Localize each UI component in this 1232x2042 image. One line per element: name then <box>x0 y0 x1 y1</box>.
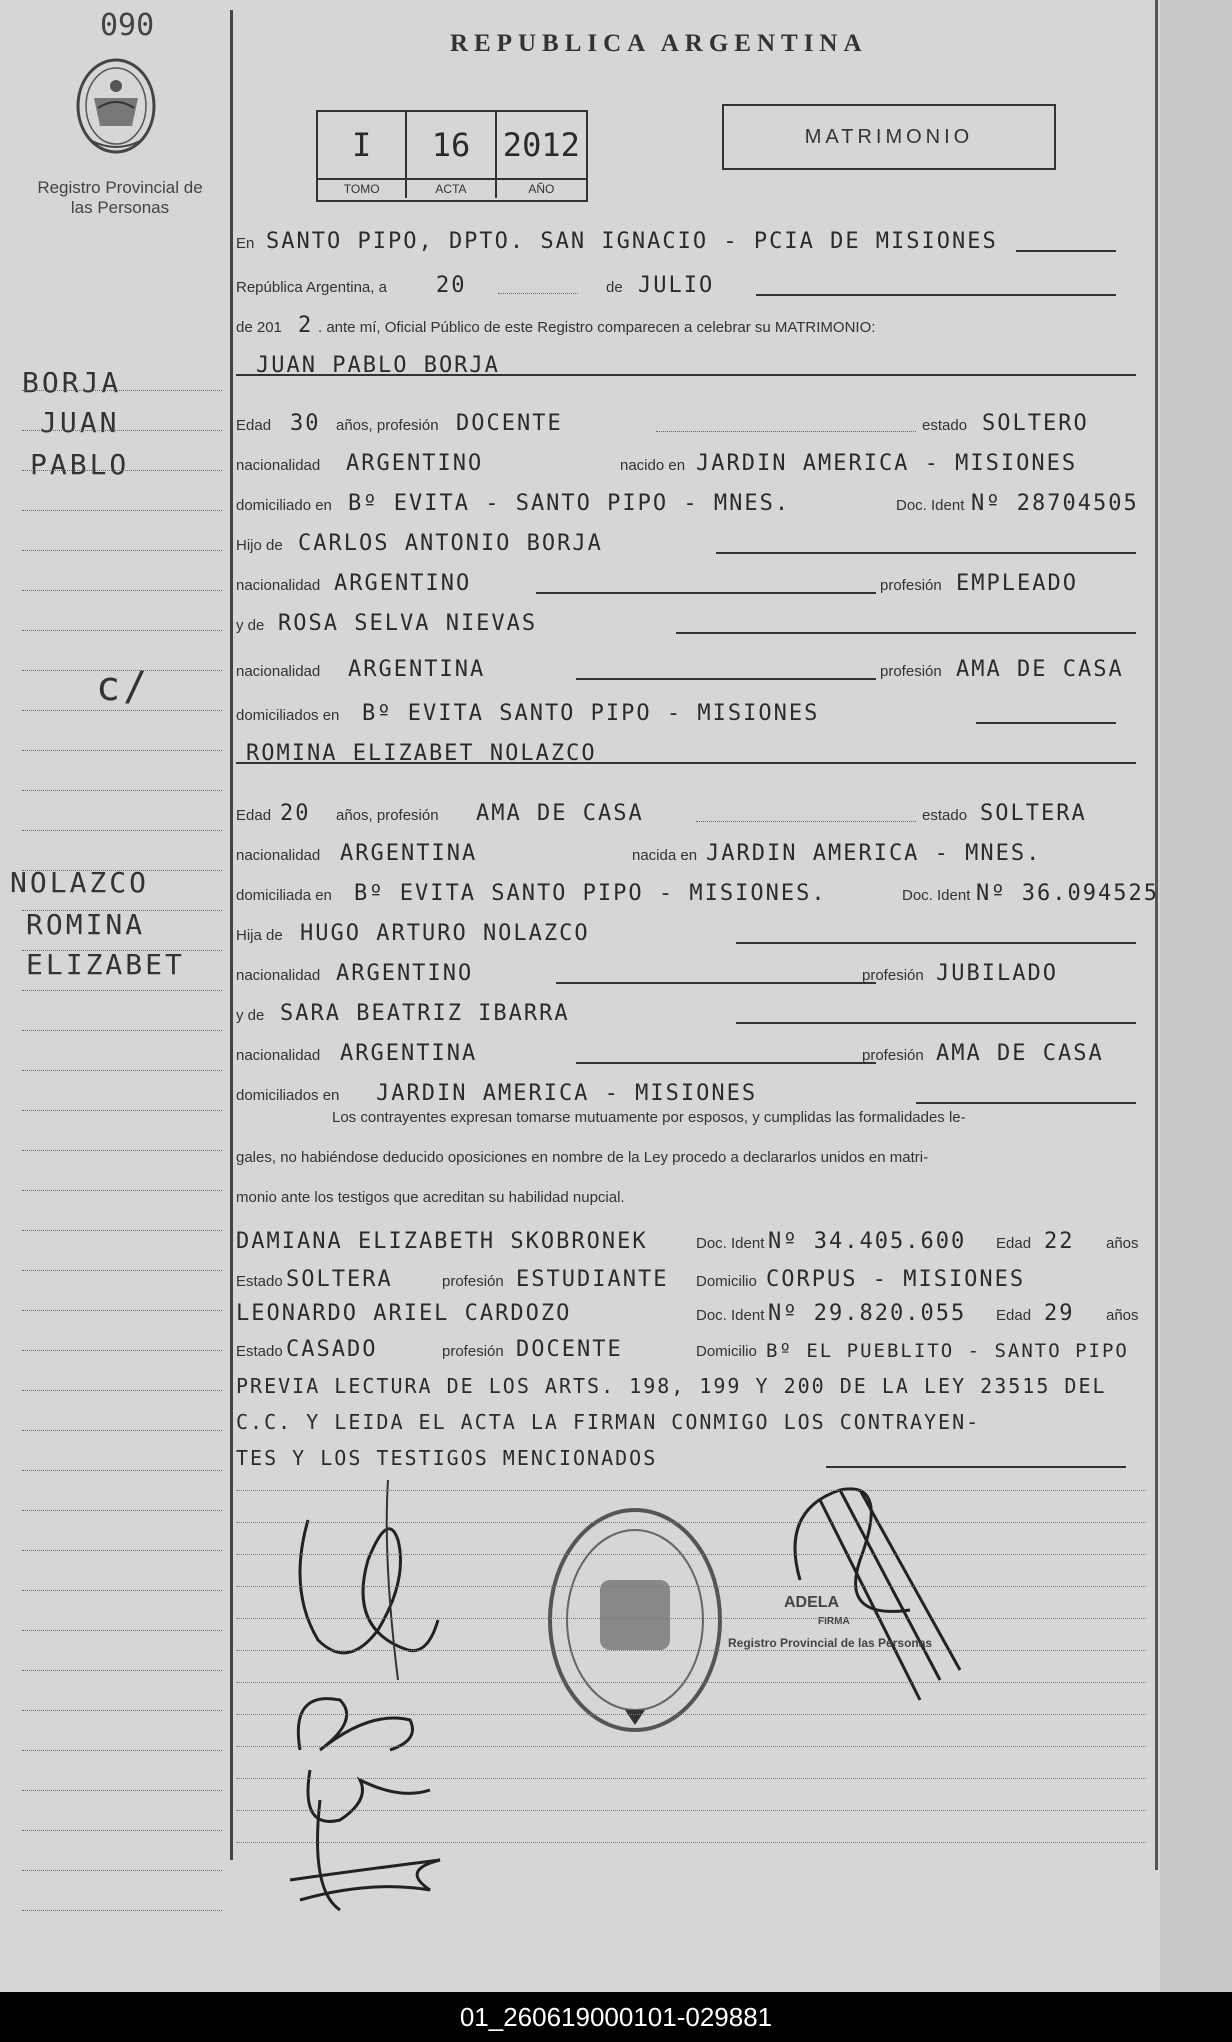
bride-father: HUGO ARTURO NOLAZCO <box>300 921 590 946</box>
closing-text-1: PREVIA LECTURA DE LOS ARTS. 198, 199 Y 200 DE LA LEY 23515 DEL <box>236 1374 1107 1398</box>
doms-label: domiciliados en <box>236 1087 340 1104</box>
profesion-label: profesión <box>442 1273 504 1290</box>
bride-age: 20 <box>280 801 311 826</box>
ruled-line <box>22 510 222 511</box>
rule <box>676 632 1136 634</box>
rule <box>498 293 578 294</box>
ruled-line <box>22 470 222 471</box>
legal-line-1: Los contrayentes expresan tomarse mutuamente por esposos, y cumplidas las formalidades le- <box>332 1109 966 1126</box>
groom-parents-domicile: Bº EVITA SANTO PIPO - MISIONES <box>362 701 820 726</box>
rule <box>696 821 916 822</box>
prof-label: profesión <box>862 967 924 984</box>
bride-father-nationality: ARGENTINO <box>336 961 474 986</box>
groom-father-nationality: ARGENTINO <box>334 571 472 596</box>
edad-label: Edad <box>996 1235 1032 1252</box>
ruled-line <box>22 1270 222 1271</box>
nac-label: nacionalidad <box>236 457 321 474</box>
ruled-line <box>22 950 222 951</box>
legal-line-2: gales, no habiéndose deducido oposiciones en nombre de la Ley procedo a declararlos unidos en matri- <box>236 1149 929 1166</box>
ruled-line <box>236 1650 1146 1651</box>
groom-father: CARLOS ANTONIO BORJA <box>298 531 603 556</box>
ruled-line <box>236 1714 1146 1715</box>
bride-dom-line <box>236 870 1159 908</box>
groom-born: JARDIN AMERICA - MISIONES <box>696 451 1078 476</box>
profesion-label: años, profesión <box>336 807 439 824</box>
estado-label: Estado <box>236 1343 283 1360</box>
ruled-line <box>22 1070 222 1071</box>
witness1-status: SOLTERA <box>286 1267 393 1292</box>
witness2-line <box>236 1290 1146 1328</box>
groom-doc: Nº 28704505 <box>971 491 1139 516</box>
bride-father-profession: JUBILADO <box>936 961 1058 986</box>
groom-mother-nat-line <box>236 646 1146 684</box>
groom-domicile: Bº EVITA - SANTO PIPO - MNES. <box>348 491 791 516</box>
ruled-line <box>236 1554 1146 1555</box>
ruled-line <box>22 1510 222 1511</box>
ruled-line <box>22 870 222 871</box>
ruled-line <box>22 1670 222 1671</box>
tomo-label: TOMO <box>318 178 407 198</box>
ruled-line <box>22 750 222 751</box>
doc-label: Doc. Ident <box>902 887 971 904</box>
margin-first-name: JUAN <box>40 406 120 439</box>
nac-label: nacionalidad <box>236 847 321 864</box>
rule <box>536 592 876 594</box>
closing-line-1 <box>236 1362 1146 1400</box>
witness1-domicile: CORPUS - MISIONES <box>766 1267 1026 1292</box>
closing-text-2: C.C. Y LEIDA EL ACTA LA FIRMAN CONMIGO LOS CONTRAYEN- <box>236 1410 981 1434</box>
witness2-age: 29 <box>1044 1301 1075 1326</box>
bride-born: JARDIN AMERICA - MNES. <box>706 841 1042 866</box>
ruled-line <box>22 1870 222 1871</box>
ruled-line <box>22 1190 222 1191</box>
ruled-line <box>22 1470 222 1471</box>
bride-age-line <box>236 790 1146 828</box>
groom-mother-profession: AMA DE CASA <box>956 657 1124 682</box>
groom-father-line <box>236 520 1146 558</box>
bride-parents-domicile: JARDIN AMERICA - MISIONES <box>376 1081 758 1106</box>
ruled-line <box>22 1310 222 1311</box>
intro-line <box>236 302 1146 340</box>
estado-label: estado <box>922 807 968 824</box>
ruled-line <box>236 1490 1146 1491</box>
bride-mother: SARA BEATRIZ IBARRA <box>280 1001 570 1026</box>
witness1-name: DAMIANA ELIZABETH SKOBRONEK <box>236 1229 648 1254</box>
margin-bride-surname: NOLAZCO <box>10 866 150 899</box>
groom-age-line <box>236 400 1146 438</box>
estado-label: Estado <box>236 1273 283 1290</box>
ruled-line <box>236 1810 1146 1811</box>
witness1-profession: ESTUDIANTE <box>516 1267 669 1292</box>
ruled-line <box>22 830 222 831</box>
groom-father-profession: EMPLEADO <box>956 571 1078 596</box>
groom-dom-line <box>236 480 1146 518</box>
place-value: SANTO PIPO, DPTO. SAN IGNACIO - PCIA DE MISIONES <box>266 229 998 254</box>
ruled-line <box>22 1630 222 1631</box>
bride-status: SOLTERA <box>980 801 1087 826</box>
ruled-line <box>22 1710 222 1711</box>
stamp-firma: FIRMA <box>818 1616 850 1627</box>
year-digit: 2 <box>298 313 314 338</box>
ruled-line <box>22 1350 222 1351</box>
witness2-domicile: Bº EL PUEBLITO - SANTO PIPO <box>766 1340 1129 1362</box>
doc-label: Doc. Ident <box>696 1235 765 1252</box>
month-value: JULIO <box>638 273 715 298</box>
ruled-line <box>22 1750 222 1751</box>
ruled-line <box>22 1390 222 1391</box>
ruled-line <box>22 1550 222 1551</box>
groom-mother-nationality: ARGENTINA <box>348 657 486 682</box>
anio-label: AÑO <box>497 178 586 198</box>
groom-age: 30 <box>290 411 321 436</box>
doc-label: Doc. Ident <box>896 497 965 514</box>
rule <box>1016 250 1116 252</box>
edad-label: Edad <box>996 1307 1032 1324</box>
witness1-detail-line <box>236 1256 1146 1294</box>
hija-label: Hija de <box>236 927 283 944</box>
act-box <box>316 110 588 202</box>
folio-number: 090 <box>100 8 155 43</box>
witness2-detail-line <box>236 1326 1146 1364</box>
bride-doc: Nº 36.094525 <box>976 881 1159 906</box>
witness-signatures-icon <box>280 1690 450 1920</box>
page-edge <box>1160 0 1232 1992</box>
rule <box>576 1062 876 1064</box>
nacida-label: nacida en <box>632 847 698 864</box>
groom-father-nat-line <box>236 560 1146 598</box>
profesion-label: años, profesión <box>336 417 439 434</box>
rule <box>916 1102 1136 1104</box>
ruled-line <box>236 1778 1146 1779</box>
margin-middle-name: PABLO <box>30 448 130 481</box>
groom-nat-line <box>236 440 1146 478</box>
rule <box>736 942 1136 944</box>
rule <box>556 982 876 984</box>
registry-name: Registro Provincial de las Personas <box>37 178 203 217</box>
witness2-profession: DOCENTE <box>516 1337 623 1362</box>
ruled-line <box>236 1522 1146 1523</box>
nac-label: nacionalidad <box>236 1047 321 1064</box>
margin-divider <box>230 10 233 1860</box>
bride-nationality: ARGENTINA <box>340 841 478 866</box>
stamp-registry: Registro Provincial de las Personas <box>728 1636 933 1650</box>
acta-label: ACTA <box>407 178 496 198</box>
doma-label: domiciliada en <box>236 887 332 904</box>
witness1-age: 22 <box>1044 1229 1075 1254</box>
bride-father-nat-line <box>236 950 1146 988</box>
provincial-seal-icon <box>68 50 164 162</box>
bride-profession: AMA DE CASA <box>476 801 644 826</box>
rule <box>756 294 1116 296</box>
acta-value: 16 <box>407 112 496 178</box>
groom-status: SOLTERO <box>982 411 1089 436</box>
doc-label: Doc. Ident <box>696 1307 765 1324</box>
witness1-line <box>236 1218 1146 1256</box>
intro-text: . ante mí, Oficial Público de este Registro comparecen a celebrar su MATRIMONIO: <box>318 319 876 336</box>
ruled-line <box>22 1230 222 1231</box>
prof-label: profesión <box>880 577 942 594</box>
ruled-line <box>236 1682 1146 1683</box>
margin-connector: c/ <box>96 664 151 710</box>
witness2-doc: Nº 29.820.055 <box>768 1301 967 1326</box>
ruled-line <box>22 910 222 911</box>
rule <box>826 1466 1126 1468</box>
doms-label: domiciliados en <box>236 707 340 724</box>
rule <box>236 762 1136 764</box>
bride-mother-nat-line <box>236 1030 1146 1068</box>
domicilio-label: Domicilio <box>696 1273 757 1290</box>
nacido-label: nacido en <box>620 457 686 474</box>
ruled-line <box>22 1150 222 1151</box>
anio-value: 2012 <box>502 126 580 164</box>
hijo-label: Hijo de <box>236 537 283 554</box>
bride-mother-profession: AMA DE CASA <box>936 1041 1104 1066</box>
ruled-line <box>236 1618 1146 1619</box>
place-line <box>236 218 1146 256</box>
closing-text-3: TES Y LOS TESTIGOS MENCIONADOS <box>236 1446 658 1470</box>
stamp-name: ADELA <box>784 1594 840 1611</box>
bride-name-line <box>236 730 1146 768</box>
ruled-line <box>236 1586 1146 1587</box>
witness1-doc: Nº 34.405.600 <box>768 1229 967 1254</box>
edad-label: Edad <box>236 417 272 434</box>
anos-label: años <box>1106 1307 1139 1324</box>
day-value: 20 <box>436 273 467 298</box>
ruled-line <box>22 990 222 991</box>
margin-bride-middle: ELIZABET <box>26 948 185 981</box>
ruled-line <box>236 1746 1146 1747</box>
year-prefix: de 201 <box>236 319 282 336</box>
bride-mother-line <box>236 990 1146 1028</box>
margin-surname: BORJA <box>22 366 122 399</box>
ruled-line <box>22 670 222 671</box>
en-label: En <box>236 235 255 252</box>
groom-nationality: ARGENTINO <box>346 451 484 476</box>
legal-line-3: monio ante los testigos que acreditan su habilidad nupcial. <box>236 1189 625 1206</box>
official-stamp-icon <box>540 1500 730 1740</box>
nac-label: nacionalidad <box>236 577 321 594</box>
ruled-line <box>22 390 222 391</box>
estado-label: estado <box>922 417 968 434</box>
bride-domicile: Bº EVITA SANTO PIPO - MISIONES. <box>354 881 827 906</box>
ruled-line <box>22 790 222 791</box>
ruled-line <box>22 1430 222 1431</box>
bride-parents-dom-line <box>236 1070 1146 1108</box>
ruled-line <box>22 710 222 711</box>
groom-name: JUAN PABLO BORJA <box>256 353 500 378</box>
rule <box>576 678 876 680</box>
groom-mother: ROSA SELVA NIEVAS <box>278 611 538 636</box>
ruled-line <box>236 1842 1146 1843</box>
ruled-line <box>22 1590 222 1591</box>
nac-label: nacionalidad <box>236 663 321 680</box>
bride-mother-nationality: ARGENTINA <box>340 1041 478 1066</box>
domicilio-label: Domicilio <box>696 1343 757 1360</box>
prof-label: profesión <box>862 1047 924 1064</box>
ruled-line <box>22 1830 222 1831</box>
rule <box>656 431 916 432</box>
ruled-line <box>22 550 222 551</box>
yde-label: y de <box>236 617 265 634</box>
date-line <box>236 262 1146 300</box>
rule <box>236 374 1136 376</box>
witness2-status: CASADO <box>286 1337 378 1362</box>
ruled-line <box>22 630 222 631</box>
groom-profession: DOCENTE <box>456 411 563 436</box>
yde-label: y de <box>236 1007 265 1024</box>
edad-label: Edad <box>236 807 272 824</box>
rule <box>716 552 1136 554</box>
bride-nat-line <box>236 830 1146 868</box>
groom-mother-line <box>236 600 1146 638</box>
groom-name-line <box>236 342 1146 380</box>
tomo-value: I <box>318 112 407 178</box>
rule <box>736 1022 1136 1024</box>
right-border <box>1155 0 1158 1870</box>
ruled-line <box>22 590 222 591</box>
closing-line-3 <box>236 1434 1146 1472</box>
rule <box>976 722 1116 724</box>
scan-id: 01_260619000101-029881 <box>0 1992 1232 2042</box>
groom-parents-dom-line <box>236 690 1146 728</box>
country-title: REPUBLICA ARGENTINA <box>450 30 868 57</box>
ruled-line <box>22 1030 222 1031</box>
dom-label: domiciliado en <box>236 497 332 514</box>
profesion-label: profesión <box>442 1343 504 1360</box>
prof-label: profesión <box>880 663 942 680</box>
anos-label: años <box>1106 1235 1139 1252</box>
closing-line-2 <box>236 1398 1146 1436</box>
witness2-name: LEONARDO ARIEL CARDOZO <box>236 1301 572 1326</box>
act-type-box: MATRIMONIO <box>722 104 1056 170</box>
ruled-line <box>22 430 222 431</box>
ruled-line <box>22 1910 222 1911</box>
nac-label: nacionalidad <box>236 967 321 984</box>
ruled-line <box>22 1110 222 1111</box>
ruled-line <box>22 1790 222 1791</box>
de-label: de <box>606 279 623 296</box>
margin-bride-name: ROMINA <box>26 908 146 941</box>
bride-father-line <box>236 910 1146 948</box>
bride-name: ROMINA ELIZABET NOLAZCO <box>246 741 597 766</box>
republic-label: República Argentina, a <box>236 279 387 296</box>
